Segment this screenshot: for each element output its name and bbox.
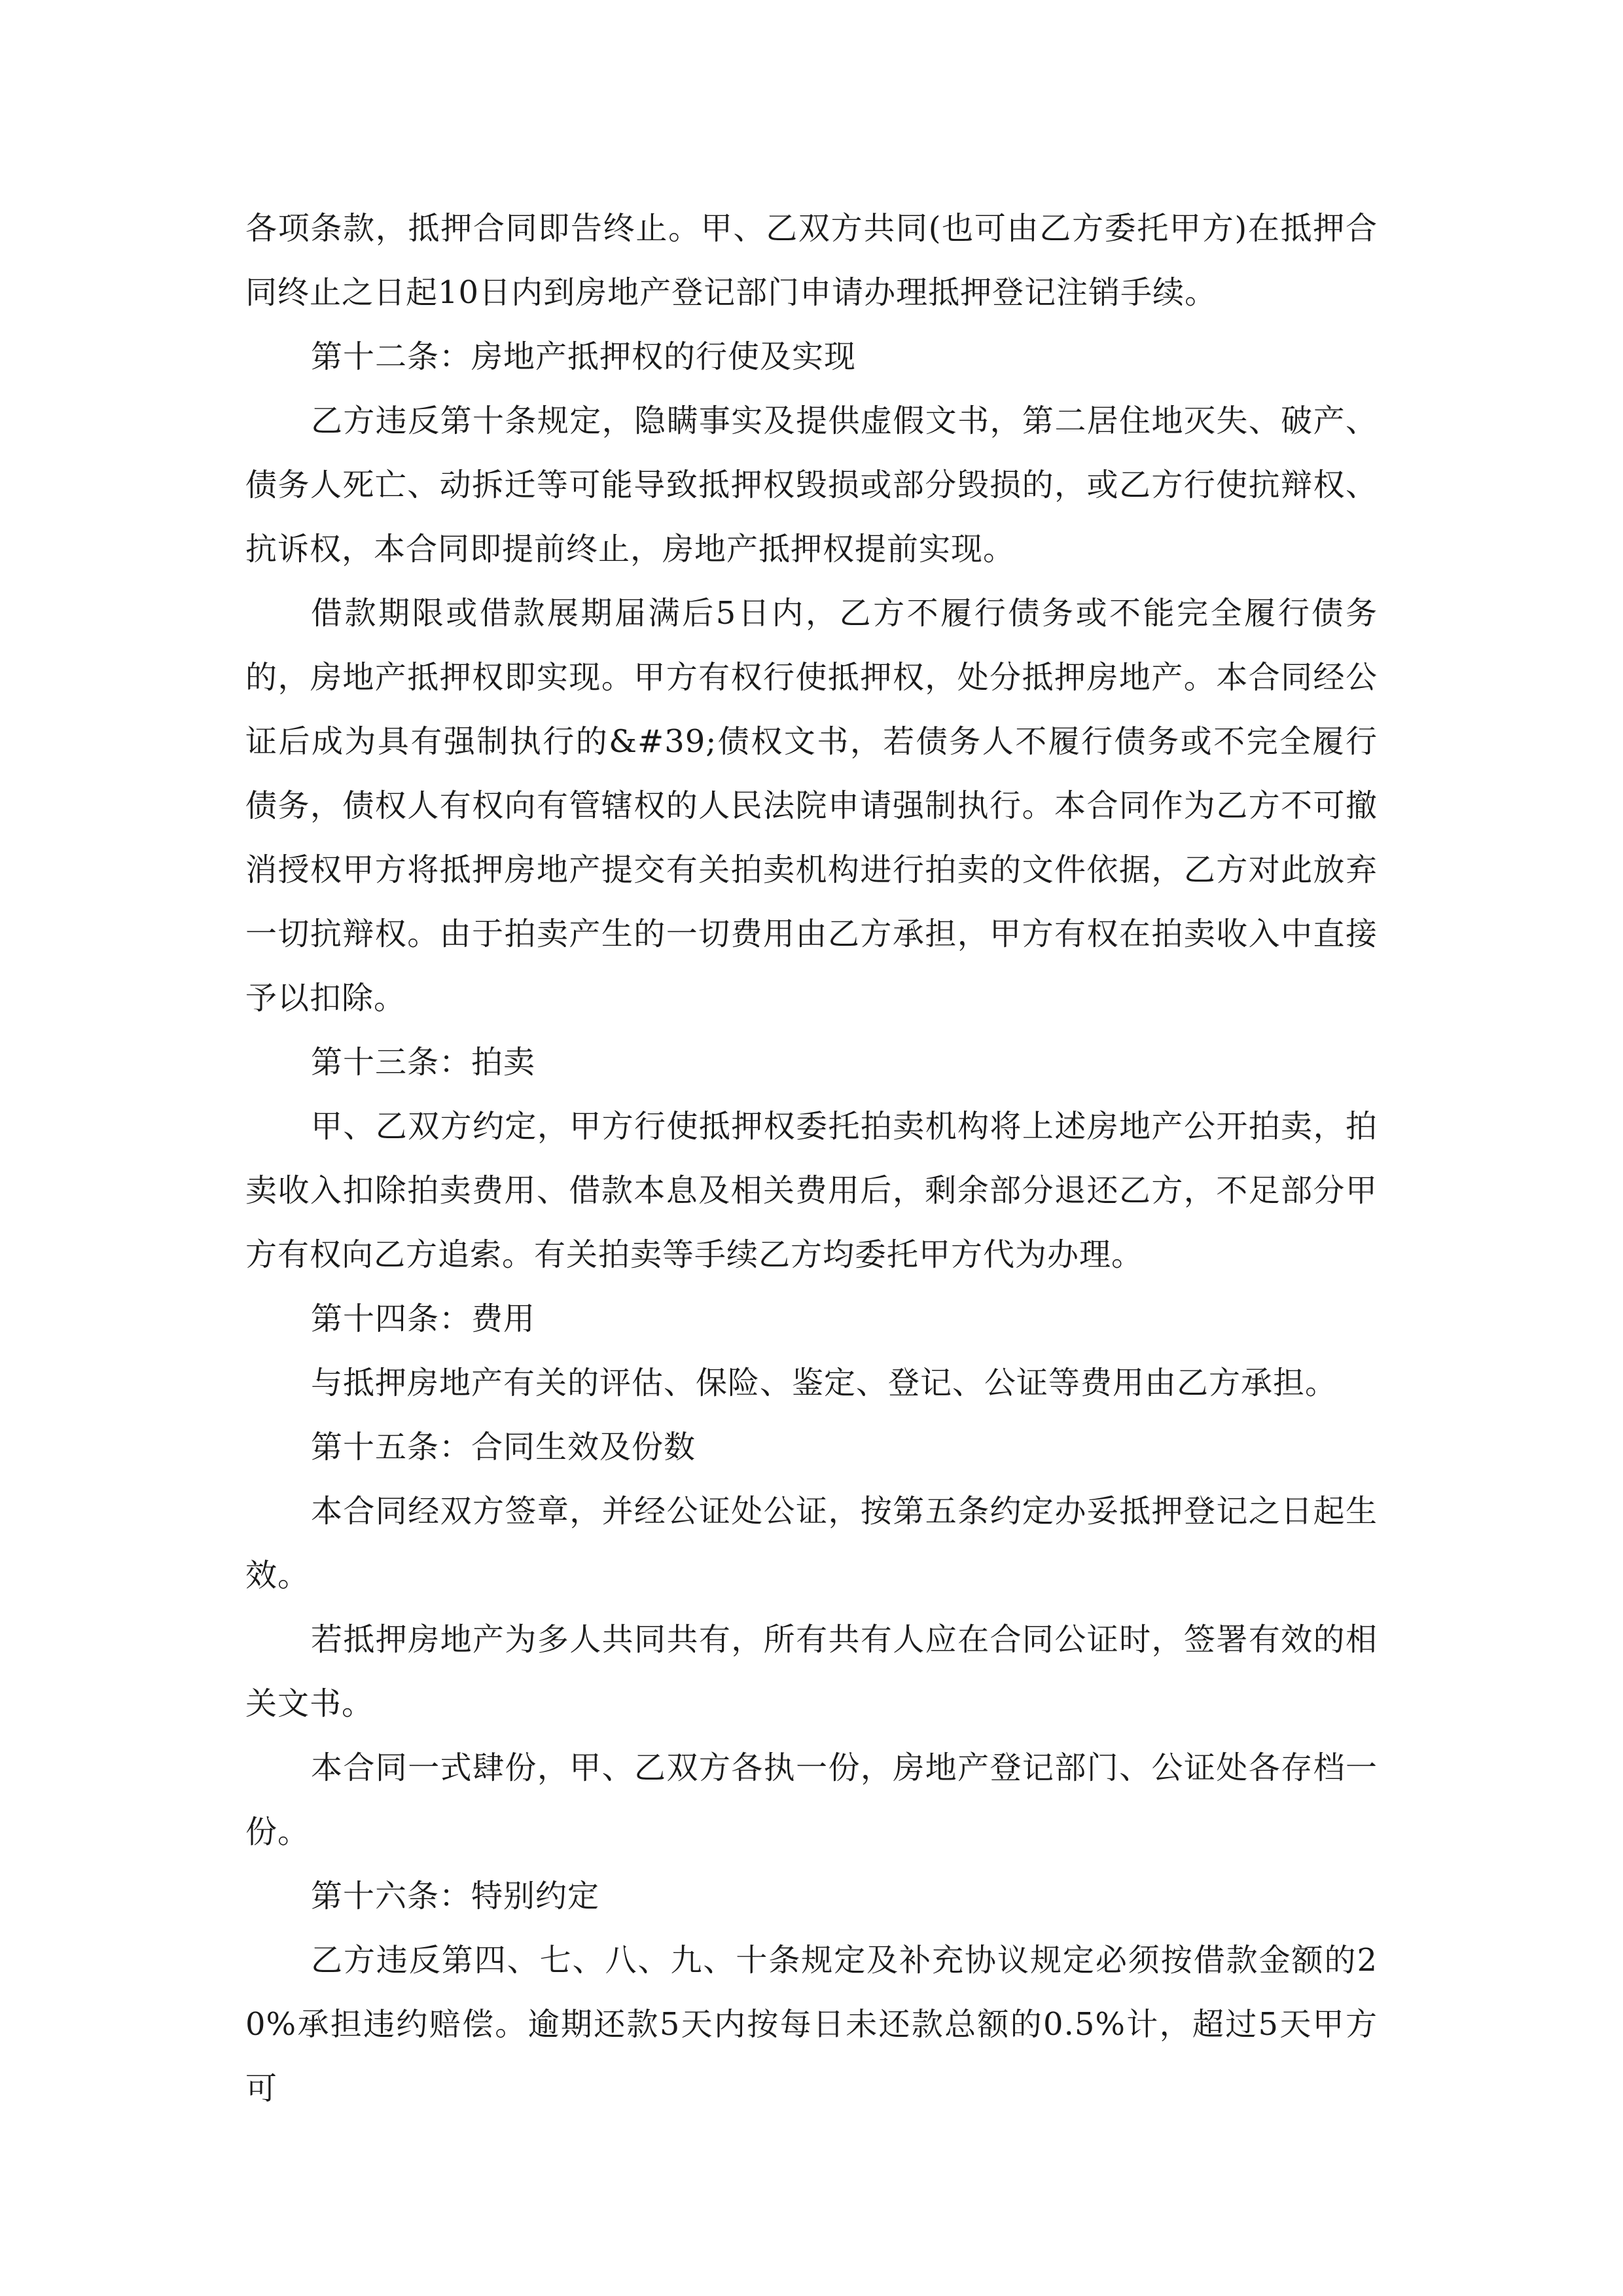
section-heading-15: 第十五条：合同生效及份数 xyxy=(311,1429,696,1465)
paragraph-continuation: 各项条款，抵押合同即告终止。甲、乙双方共同(也可由乙方委托甲方)在抵押合同终止之日起10日内到房地产登记部门申请办理抵押登记注销手续。 xyxy=(245,210,1378,311)
paragraph: 借款期限或借款展期届满后5日内，乙方不履行债务或不能完全履行债务的，房地产抵押权即实现。甲方有权行使抵押权，处分抵押房地产。本合同经公证后成为具有强制执行的&#39;债权文书，若债务人不履行债务或不完全履行债务，债权人有权向有管辖权的人民法院申请强制执行。本合同作为乙方不可撤消授权甲方将抵押房地产提交有关拍卖机构进行拍卖的文件依据，乙方对此放弃一切抗辩权。由于拍卖产生的一切费用由乙方承担，甲方有权在拍卖收入中直接予以扣除。 xyxy=(245,595,1378,1016)
paragraph: 本合同经双方签章，并经公证处公证，按第五条约定办妥抵押登记之日起生效。 xyxy=(245,1493,1378,1594)
paragraph: 甲、乙双方约定，甲方行使抵押权委托拍卖机构将上述房地产公开拍卖，拍卖收入扣除拍卖费用、借款本息及相关费用后，剩余部分退还乙方，不足部分甲方有权向乙方追索。有关拍卖等手续乙方均委托甲方代为办理。 xyxy=(245,1108,1378,1273)
paragraph: 若抵押房地产为多人共同共有，所有共有人应在合同公证时，签署有效的相关文书。 xyxy=(245,1621,1378,1722)
section-heading-14: 第十四条：费用 xyxy=(311,1300,536,1337)
paragraph: 本合同一式肆份，甲、乙双方各执一份，房地产登记部门、公证处各存档一份。 xyxy=(245,1749,1378,1850)
paragraph: 乙方违反第四、七、八、九、十条规定及补充协议规定必须按借款金额的20%承担违约赔偿。逾期还款5天内按每日未还款总额的0.5%计，超过5天甲方可 xyxy=(245,1942,1378,2107)
section-heading-13: 第十三条：拍卖 xyxy=(311,1044,536,1081)
document-body xyxy=(245,196,1378,2121)
paragraph: 乙方违反第十条规定，隐瞒事实及提供虚假文书，第二居住地灭失、破产、债务人死亡、动拆迁等可能导致抵押权毁损或部分毁损的，或乙方行使抗辩权、抗诉权，本合同即提前终止，房地产抵押权提前实现。 xyxy=(245,403,1378,567)
paragraph: 与抵押房地产有关的评估、保险、鉴定、登记、公证等费用由乙方承担。 xyxy=(311,1365,1338,1401)
section-heading-12: 第十二条：房地产抵押权的行使及实现 xyxy=(311,338,857,375)
section-heading-16: 第十六条：特别约定 xyxy=(311,1878,600,1914)
